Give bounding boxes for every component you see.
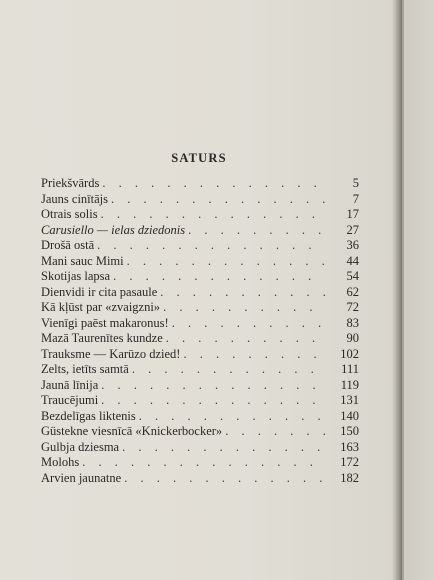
adjacent-page-edge [402,0,434,580]
toc-title: SATURS [171,151,227,165]
toc-entry [41,440,359,456]
toc-entry [41,347,359,363]
toc-entry-page: 62 [346,284,359,299]
leader-dots [172,316,325,331]
leader-dots [183,347,325,362]
toc-entry-title: Bezdelīgas liktenis [41,408,136,423]
toc-entry-page: 36 [346,238,359,252]
toc-entry [41,409,359,425]
toc-entry-page: 83 [346,315,359,330]
toc-entry-page: 119 [340,377,359,392]
toc-entry-title: Carusiello — ielas dziedonis [41,222,186,237]
leader-dots [97,238,325,253]
table-of-contents [41,176,359,486]
leader-dots [132,362,325,377]
toc-entry-title: Otrais solis [41,207,98,221]
toc-entry [41,207,359,223]
toc-entry [41,471,359,487]
toc-entry-title: Güstekne viesnīcā «Knickerbocker» [41,424,223,438]
leader-dots [101,207,325,222]
toc-entry-title: Zelts, ietīts samtā [41,362,129,376]
toc-entry-title: Arvien jaunatne [41,470,122,485]
toc-entry [41,176,359,192]
toc-entry [41,362,359,378]
leader-dots [188,223,325,238]
toc-entry-page: 102 [340,346,359,361]
toc-entry [41,378,359,394]
toc-entry [41,192,359,208]
toc-entry-title: Gulbja dziesma [41,439,120,454]
toc-entry-title: Kā kļūst par «zvaigzni» [41,300,161,314]
toc-entry-page: 54 [346,269,359,283]
page-edge-line [402,0,404,580]
toc-entry [41,424,359,440]
toc-entry-page: 150 [340,424,359,438]
leader-dots [111,192,325,207]
leader-dots [102,176,325,191]
leader-dots [124,471,325,486]
book-gutter-shadow [392,0,402,580]
toc-entry-page: 163 [340,439,359,454]
toc-entry [41,223,359,239]
toc-entry-title: Drošā ostā [41,238,95,252]
toc-entry-page: 5 [352,176,359,190]
toc-entry-page: 131 [340,393,359,407]
leader-dots [225,424,325,439]
leader-dots [163,300,325,315]
toc-entry [41,455,359,471]
toc-entry [41,393,359,409]
toc-entry-page: 182 [340,470,359,485]
toc-entry-title: Molohs [41,455,80,469]
toc-entry-page: 44 [346,253,359,268]
leader-dots [139,409,325,424]
toc-entry-title: Jaunā līnija [41,377,99,392]
leader-dots [101,393,325,408]
leader-dots [113,269,325,284]
toc-entry-page: 172 [340,455,359,469]
toc-entry [41,331,359,347]
toc-entry-title: Dienvidi ir cita pasaule [41,284,158,299]
leader-dots [82,455,325,470]
toc-entry [41,269,359,285]
toc-entry-page: 72 [346,300,359,314]
leader-dots [101,378,325,393]
leader-dots [166,331,325,346]
toc-entry-title: Vienīgi paēst makaronus! [41,315,169,330]
toc-entry [41,285,359,301]
leader-dots [160,285,325,300]
toc-entry-title: Mani sauc Mimi [41,253,124,268]
toc-entry-title: Mazā Taurenītes kundze [41,331,163,345]
toc-entry-title: Skotijas lapsa [41,269,111,283]
toc-entry [41,300,359,316]
toc-entry [41,238,359,254]
toc-entry-page: 27 [346,222,359,237]
toc-entry-title: Jauns cinītājs [41,191,109,206]
toc-entry-title: Priekšvārds [41,176,100,190]
toc-entry-page: 17 [346,207,359,221]
leader-dots [122,440,325,455]
leader-dots [127,254,325,269]
toc-entry-page: 111 [341,362,359,376]
toc-entry-page: 140 [340,408,359,423]
toc-entry-title: Traucējumi [41,393,99,407]
toc-entry-page: 90 [346,331,359,345]
toc-entry-page: 7 [352,191,359,206]
toc-entry [41,316,359,332]
toc-entry-title: Trauksme — Karūzo dzied! [41,346,181,361]
toc-entry [41,254,359,270]
